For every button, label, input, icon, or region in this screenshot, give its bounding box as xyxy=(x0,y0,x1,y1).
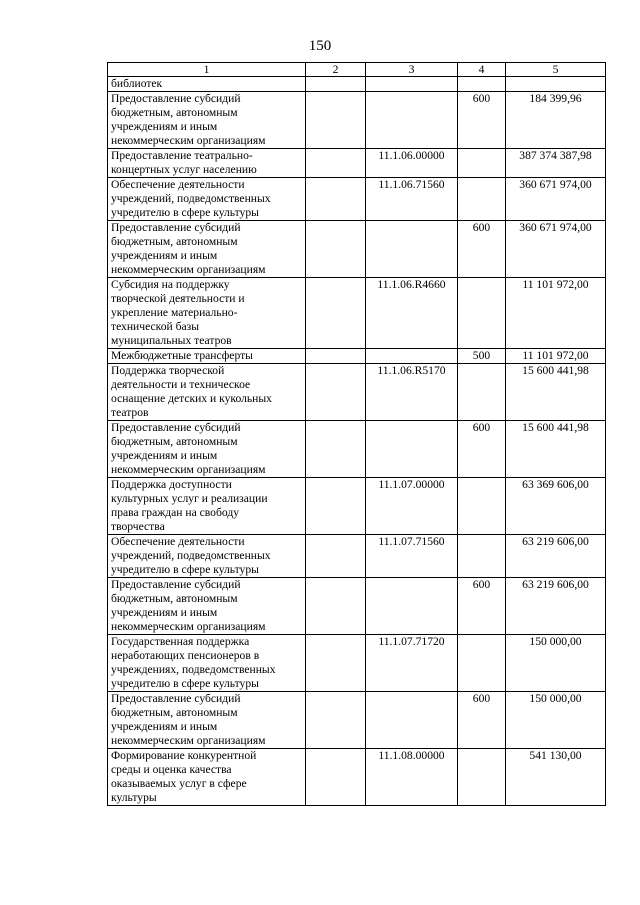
cell-name: Обеспечение деятельности учреждений, подведомственных учредителю в сфере культуры xyxy=(108,178,306,221)
cell-amount: 184 399,96 xyxy=(506,92,606,149)
column-header-3: 3 xyxy=(366,63,458,77)
cell-amount: 360 671 974,00 xyxy=(506,221,606,278)
cell-amount: 63 219 606,00 xyxy=(506,578,606,635)
cell-column-2 xyxy=(306,421,366,478)
cell-amount: 15 600 441,98 xyxy=(506,364,606,421)
cell-expense-type: 600 xyxy=(458,692,506,749)
cell-amount: 63 369 606,00 xyxy=(506,478,606,535)
cell-column-2 xyxy=(306,535,366,578)
cell-code xyxy=(366,77,458,92)
cell-name: Поддержка доступности культурных услуг и реализации права граждан на свободу творчества xyxy=(108,478,306,535)
cell-expense-type: 600 xyxy=(458,421,506,478)
cell-code: 11.1.07.71560 xyxy=(366,535,458,578)
cell-amount: 360 671 974,00 xyxy=(506,178,606,221)
table-row xyxy=(108,535,606,578)
cell-code xyxy=(366,349,458,364)
cell-code: 11.1.08.00000 xyxy=(366,749,458,806)
cell-code xyxy=(366,578,458,635)
cell-amount xyxy=(506,77,606,92)
column-header-1: 1 xyxy=(108,63,306,77)
column-header-5: 5 xyxy=(506,63,606,77)
cell-amount: 541 130,00 xyxy=(506,749,606,806)
cell-column-2 xyxy=(306,578,366,635)
column-header-4: 4 xyxy=(458,63,506,77)
cell-code xyxy=(366,92,458,149)
table-row xyxy=(108,749,606,806)
table-row xyxy=(108,635,606,692)
cell-column-2 xyxy=(306,635,366,692)
cell-expense-type xyxy=(458,178,506,221)
cell-expense-type xyxy=(458,535,506,578)
cell-amount: 15 600 441,98 xyxy=(506,421,606,478)
cell-name: Государственная поддержка неработающих пенсионеров в учреждениях, подведомственных учредителю в сфере культуры xyxy=(108,635,306,692)
cell-code: 11.1.06.R5170 xyxy=(366,364,458,421)
cell-expense-type xyxy=(458,278,506,349)
budget-table xyxy=(107,62,606,806)
cell-code: 11.1.06.71560 xyxy=(366,178,458,221)
cell-expense-type: 600 xyxy=(458,578,506,635)
cell-column-2 xyxy=(306,749,366,806)
cell-name: Предоставление субсидий бюджетным, автономным учреждениям и иным некоммерческим организациям xyxy=(108,578,306,635)
table-row xyxy=(108,77,606,92)
cell-amount: 387 374 387,98 xyxy=(506,149,606,178)
table-row xyxy=(108,349,606,364)
cell-amount: 11 101 972,00 xyxy=(506,349,606,364)
cell-name: Субсидия на поддержку творческой деятельности и укрепление материально- технической базы муниципальных театров xyxy=(108,278,306,349)
cell-expense-type xyxy=(458,478,506,535)
cell-column-2 xyxy=(306,77,366,92)
cell-name: Предоставление театрально- концертных услуг населению xyxy=(108,149,306,178)
cell-code xyxy=(366,421,458,478)
cell-name: библиотек xyxy=(108,77,306,92)
table-row xyxy=(108,221,606,278)
column-header-2: 2 xyxy=(306,63,366,77)
cell-expense-type: 600 xyxy=(458,221,506,278)
table-row xyxy=(108,149,606,178)
table-body xyxy=(108,77,606,806)
cell-code xyxy=(366,221,458,278)
table-row xyxy=(108,478,606,535)
cell-name: Предоставление субсидий бюджетным, автономным учреждениям и иным некоммерческим организациям xyxy=(108,692,306,749)
cell-amount: 63 219 606,00 xyxy=(506,535,606,578)
cell-amount: 150 000,00 xyxy=(506,635,606,692)
table-row xyxy=(108,692,606,749)
table-row xyxy=(108,578,606,635)
cell-expense-type xyxy=(458,364,506,421)
cell-name: Предоставление субсидий бюджетным, автономным учреждениям и иным некоммерческим организациям xyxy=(108,92,306,149)
cell-name: Предоставление субсидий бюджетным, автономным учреждениям и иным некоммерческим организациям xyxy=(108,221,306,278)
cell-expense-type: 600 xyxy=(458,92,506,149)
table-row xyxy=(108,178,606,221)
cell-expense-type xyxy=(458,749,506,806)
cell-code: 11.1.07.71720 xyxy=(366,635,458,692)
cell-column-2 xyxy=(306,221,366,278)
cell-code: 11.1.06.00000 xyxy=(366,149,458,178)
header-row xyxy=(108,63,606,77)
cell-code: 11.1.07.00000 xyxy=(366,478,458,535)
page-number: 150 xyxy=(308,38,332,54)
cell-column-2 xyxy=(306,149,366,178)
cell-amount: 150 000,00 xyxy=(506,692,606,749)
cell-name: Предоставление субсидий бюджетным, автономным учреждениям и иным некоммерческим организациям xyxy=(108,421,306,478)
cell-name: Поддержка творческой деятельности и техническое оснащение детских и кукольных театров xyxy=(108,364,306,421)
table-row xyxy=(108,278,606,349)
cell-name: Межбюджетные трансферты xyxy=(108,349,306,364)
cell-name: Формирование конкурентной среды и оценка качества оказываемых услуг в сфере культуры xyxy=(108,749,306,806)
cell-column-2 xyxy=(306,92,366,149)
table-row xyxy=(108,421,606,478)
cell-name: Обеспечение деятельности учреждений, подведомственных учредителю в сфере культуры xyxy=(108,535,306,578)
cell-amount: 11 101 972,00 xyxy=(506,278,606,349)
cell-expense-type xyxy=(458,77,506,92)
cell-column-2 xyxy=(306,178,366,221)
table-row xyxy=(108,364,606,421)
cell-column-2 xyxy=(306,478,366,535)
cell-expense-type xyxy=(458,149,506,178)
cell-expense-type: 500 xyxy=(458,349,506,364)
cell-column-2 xyxy=(306,349,366,364)
table-row xyxy=(108,92,606,149)
cell-expense-type xyxy=(458,635,506,692)
cell-column-2 xyxy=(306,692,366,749)
cell-code: 11.1.06.R4660 xyxy=(366,278,458,349)
cell-code xyxy=(366,692,458,749)
cell-column-2 xyxy=(306,364,366,421)
cell-column-2 xyxy=(306,278,366,349)
